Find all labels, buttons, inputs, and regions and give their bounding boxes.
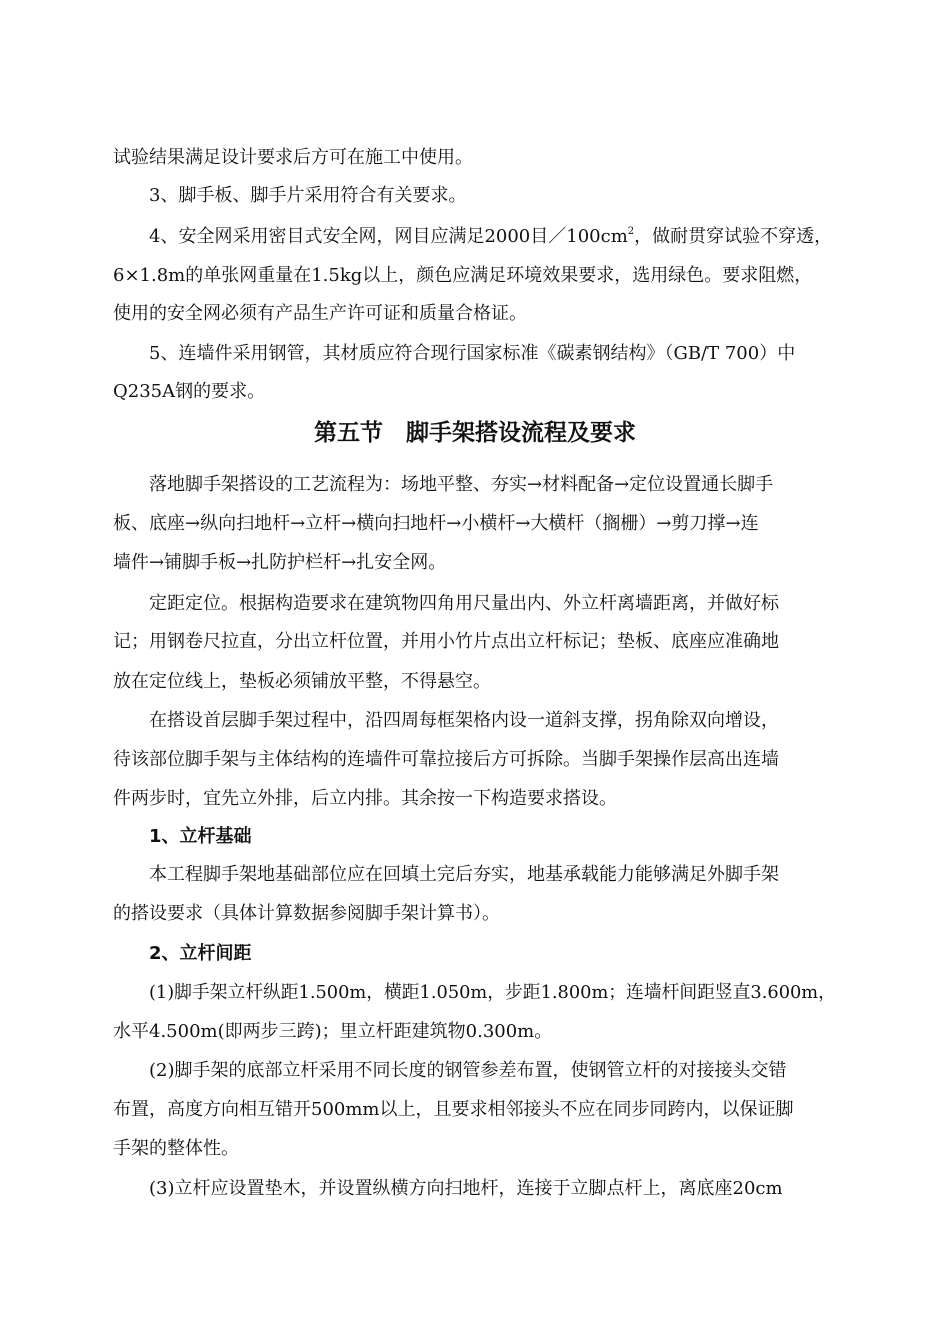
- paragraph-text: 4、安全网采用密目式安全网，网目应满足2000目／100cm: [149, 226, 628, 247]
- paragraph-line: 件两步时，宜先立外排，后立内排。其余按一下构造要求搭设。: [113, 788, 617, 809]
- paragraph-line: 落地脚手架搭设的工艺流程为：场地平整、夯实→材料配备→定位设置通长脚手: [149, 474, 774, 495]
- paragraph-line: 的搭设要求（具体计算数据参阅脚手架计算书）。: [113, 903, 500, 924]
- paragraph-line: 试验结果满足设计要求后方可在施工中使用。: [113, 147, 473, 168]
- subheading: 2、立杆间距: [149, 943, 252, 964]
- paragraph-line: 3、脚手板、脚手片采用符合有关要求。: [149, 185, 467, 206]
- paragraph-line: 水平4.500m(即两步三跨)；里立杆距建筑物0.300m。: [113, 1021, 553, 1042]
- paragraph-line: 待该部位脚手架与主体结构的连墙件可靠拉接后方可拆除。当脚手架操作层高出连墙: [113, 749, 779, 770]
- paragraph-line: 墙件→铺脚手板→扎防护栏杆→扎安全网。: [113, 552, 447, 573]
- paragraph-text: ，做耐贯穿试验不穿透，: [634, 226, 833, 247]
- paragraph-line: 手架的整体性。: [113, 1138, 239, 1159]
- paragraph-line: 记；用钢卷尺拉直，分出立杆位置，并用小竹片点出立杆标记；垫板、底座应准确地: [113, 631, 779, 652]
- subheading: 1、立杆基础: [149, 826, 252, 847]
- paragraph-line: 本工程脚手架地基础部位应在回填土完后夯实，地基承载能力能够满足外脚手架: [149, 864, 779, 885]
- paragraph-line: 在搭设首层脚手架过程中，沿四周每框架格内设一道斜支撑，拐角除双向增设，: [149, 710, 779, 731]
- paragraph-line: [149, 225, 832, 249]
- paragraph-line: 使用的安全网必须有产品生产许可证和质量合格证。: [113, 303, 527, 324]
- paragraph-line: 板、底座→纵向扫地杆→立杆→横向扫地杆→小横杆→大横杆（搁栅）→剪刀撑→连: [113, 513, 759, 534]
- paragraph-line: (3)立杆应设置垫木，并设置纵横方向扫地杆，连接于立脚点杆上，离底座20cm: [149, 1178, 783, 1199]
- paragraph-line: 5、连墙件采用钢管，其材质应符合现行国家标准《碳素钢结构》（GB/T 700）中: [149, 343, 796, 364]
- paragraph-line: 6×1.8m的单张网重量在1.5kg以上，颜色应满足环境效果要求，选用绿色。要求阻燃，: [113, 265, 813, 286]
- paragraph-line: 放在定位线上，垫板必须铺放平整，不得悬空。: [113, 671, 491, 692]
- paragraph-line: (1)脚手架立杆纵距1.500m，横距1.050m，步距1.800m；连墙杆间距竖直3.600m，: [149, 982, 836, 1003]
- paragraph-line: 布置，高度方向相互错开500mm以上，且要求相邻接头不应在同步同跨内，以保证脚: [113, 1099, 794, 1120]
- paragraph-line: 定距定位。根据构造要求在建筑物四角用尺量出内、外立杆离墙距离，并做好标: [149, 593, 779, 614]
- superscript: 2: [627, 226, 635, 237]
- paragraph-line: Q235A钢的要求。: [113, 381, 266, 402]
- section-title: 第五节 脚手架搭设流程及要求: [314, 420, 636, 446]
- paragraph-line: (2)脚手架的底部立杆采用不同长度的钢管参差布置，使钢管立杆的对接接头交错: [149, 1060, 787, 1081]
